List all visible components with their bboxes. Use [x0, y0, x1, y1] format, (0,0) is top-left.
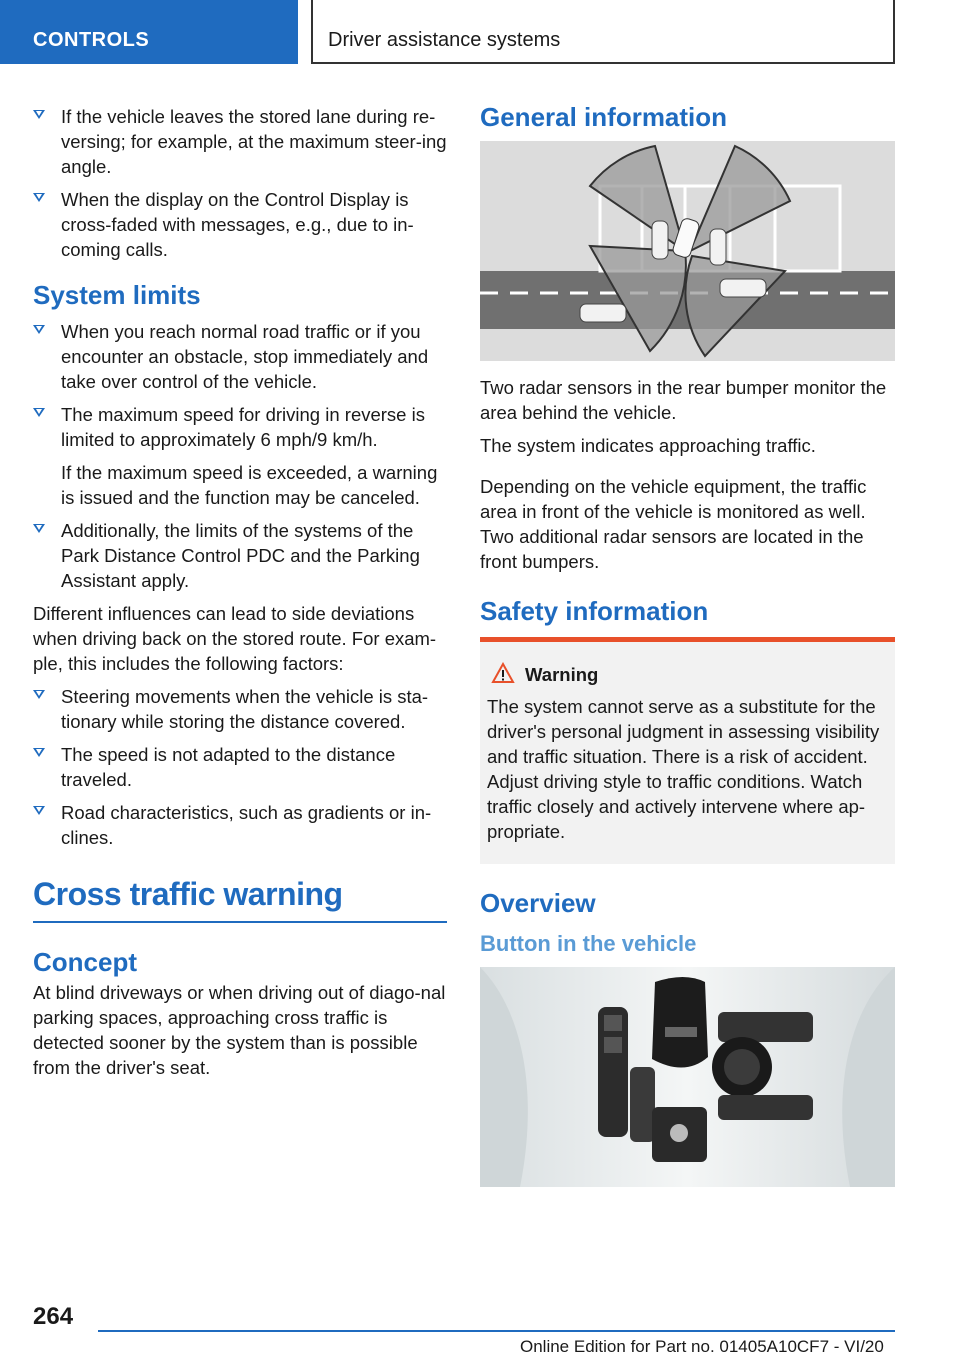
general-paragraph-1: Two radar sensors in the rear bumper monitor the area behind the vehicle. [480, 377, 887, 423]
radar-diagram [480, 141, 895, 361]
bullet-triangle-icon [33, 408, 45, 417]
safety-info-heading: Safety information [480, 596, 709, 626]
header-section-label: CONTROLS [33, 29, 150, 51]
footer-divider [98, 1330, 895, 1332]
bullet-triangle-icon [33, 110, 45, 119]
list-item: Road characteristics, such as gradients or in-clines. [33, 800, 447, 850]
main-section-title: Cross traffic warning [33, 876, 447, 923]
influences-paragraph: Different influences can lead to side deviations when driving back on the stored route. For exam-ple, this includes the following factors: [33, 603, 437, 674]
radar-illustration [480, 141, 895, 361]
list-item: Steering movements when the vehicle is sta-tionary while storing the distance covered. [33, 684, 447, 734]
warning-text: The system cannot serve as a substitute for the driver's personal judgment in assessing visibility and traffic situation. There is a risk of accident. Adjust driving style to traffic conditions. Watch traffic closely and actively intervene where ap-propriate. [487, 696, 880, 842]
warning-box [480, 637, 895, 864]
list-item: When you reach normal road traffic or if you encounter an obstacle, stop immediately and take over control of the vehicle. [33, 319, 447, 394]
warning-title: Warning [487, 664, 888, 686]
footer-edition-text: Online Edition for Part no. 01405A10CF7 - VI/20 [520, 1337, 884, 1356]
warning-triangle-icon [491, 662, 515, 689]
header-chapter-box [311, 0, 895, 64]
console-illustration [480, 967, 895, 1187]
system-limits-heading: System limits [33, 280, 201, 310]
list-item: When the display on the Control Display is cross-faded with messages, e.g., due to in-coming calls. [33, 187, 447, 262]
general-info-heading: General information [480, 102, 728, 132]
center-console-photo [480, 967, 895, 1187]
bullet-triangle-icon [33, 806, 45, 815]
bullet-triangle-icon [33, 193, 45, 202]
overview-heading: Overview [480, 888, 596, 918]
general-paragraph-3: Depending on the vehicle equipment, the traffic area in front of the vehicle is monitored as well. Two additional radar sensors are located in the front bumpers. [480, 476, 867, 572]
general-paragraph-2: The system indicates approaching traffic. [480, 435, 816, 456]
right-column [480, 102, 895, 1187]
left-column [33, 104, 447, 1088]
list-item-note: If the maximum speed is exceeded, a warning is issued and the function may be canceled. [61, 462, 438, 508]
page-number: 264 [33, 1303, 74, 1330]
list-item: If the vehicle leaves the stored lane during re-versing; for example, at the maximum steer-ing angle. [33, 104, 447, 179]
button-in-vehicle-heading: Button in the vehicle [480, 931, 697, 956]
bullet-triangle-icon [33, 748, 45, 757]
header-chapter-label: Driver assistance systems [328, 29, 561, 51]
list-item: The maximum speed for driving in reverse is limited to approximately 6 mph/9 km/h. [33, 402, 447, 452]
list-item: Additionally, the limits of the systems of the Park Distance Control PDC and the Parking Assistant apply. [33, 518, 447, 593]
list-item: The speed is not adapted to the distance traveled. [33, 742, 447, 792]
bullet-triangle-icon [33, 524, 45, 533]
concept-heading: Concept [33, 947, 137, 977]
header-section-tab [0, 0, 298, 64]
concept-paragraph: At blind driveways or when driving out of diago-nal parking spaces, approaching cross traffic is detected sooner by the system than is possible from the driver's seat. [33, 982, 446, 1078]
bullet-triangle-icon [33, 690, 45, 699]
bullet-triangle-icon [33, 325, 45, 334]
